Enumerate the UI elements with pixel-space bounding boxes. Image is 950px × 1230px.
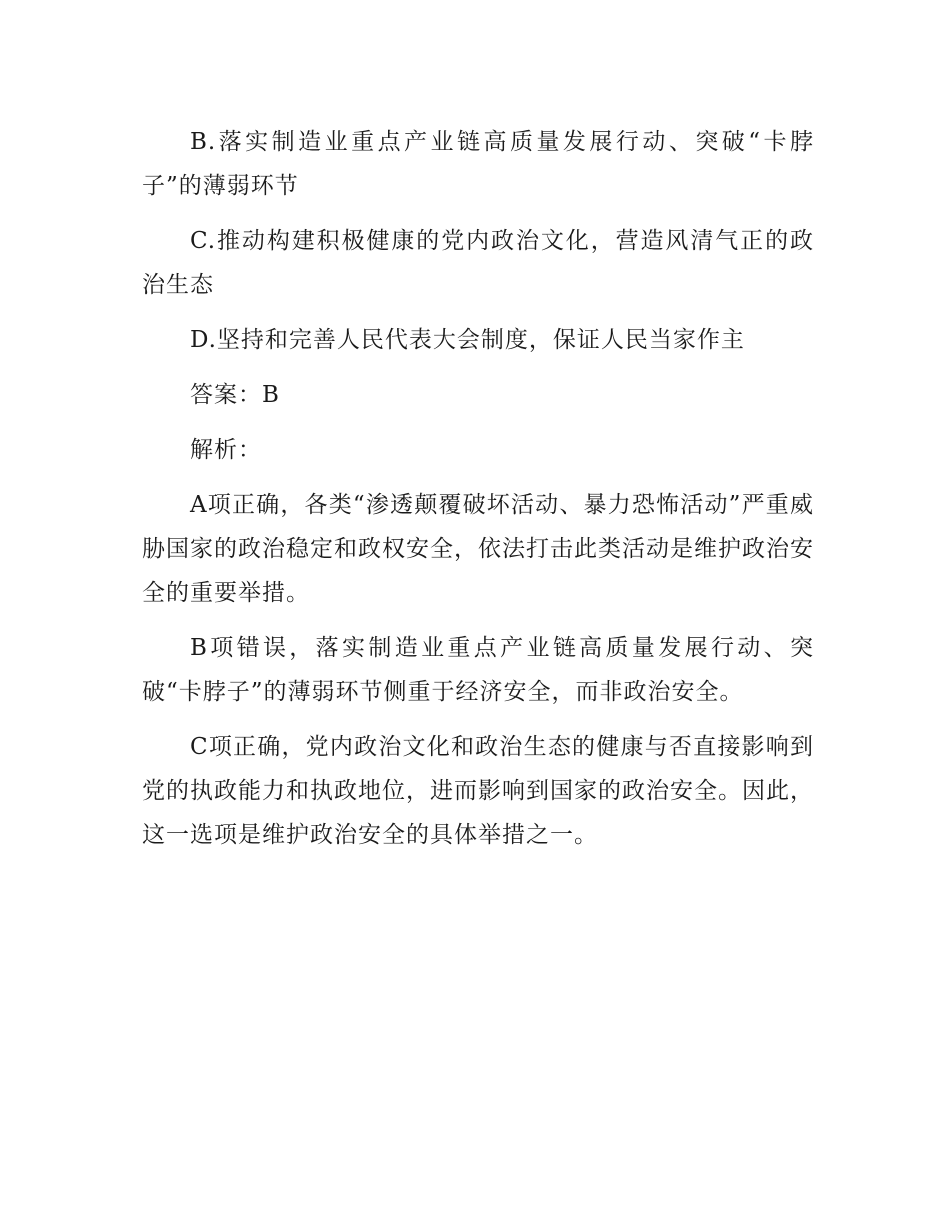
analysis-a: A项正确，各类“渗透颠覆破坏活动、暴力恐怖活动”严重威胁国家的政治稳定和政权安全，依法打击此类活动是维护政治安全的重要举措。 — [142, 492, 814, 606]
analysis-c: C项正确，党内政治文化和政治生态的健康与否直接影响到党的执政能力和执政地位，进而影响到国家的政治安全。因此，这一选项是维护政治安全的具体举措之一。 — [142, 734, 814, 848]
analysis-heading: 解析： — [190, 437, 262, 463]
answer-line: 答案：B — [190, 382, 280, 408]
option-b: B.落实制造业重点产业链高质量发展行动、突破“卡脖子”的薄弱环节 — [142, 129, 814, 199]
option-c: C.推动构建积极健康的党内政治文化，营造风清气正的政治生态 — [142, 228, 814, 298]
analysis-b: B项错误，落实制造业重点产业链高质量发展行动、突破“卡脖子”的薄弱环节侧重于经济安全，而非政治安全。 — [142, 635, 814, 705]
option-d: D.坚持和完善人民代表大会制度，保证人民当家作主 — [190, 327, 745, 353]
document-page — [142, 120, 814, 868]
